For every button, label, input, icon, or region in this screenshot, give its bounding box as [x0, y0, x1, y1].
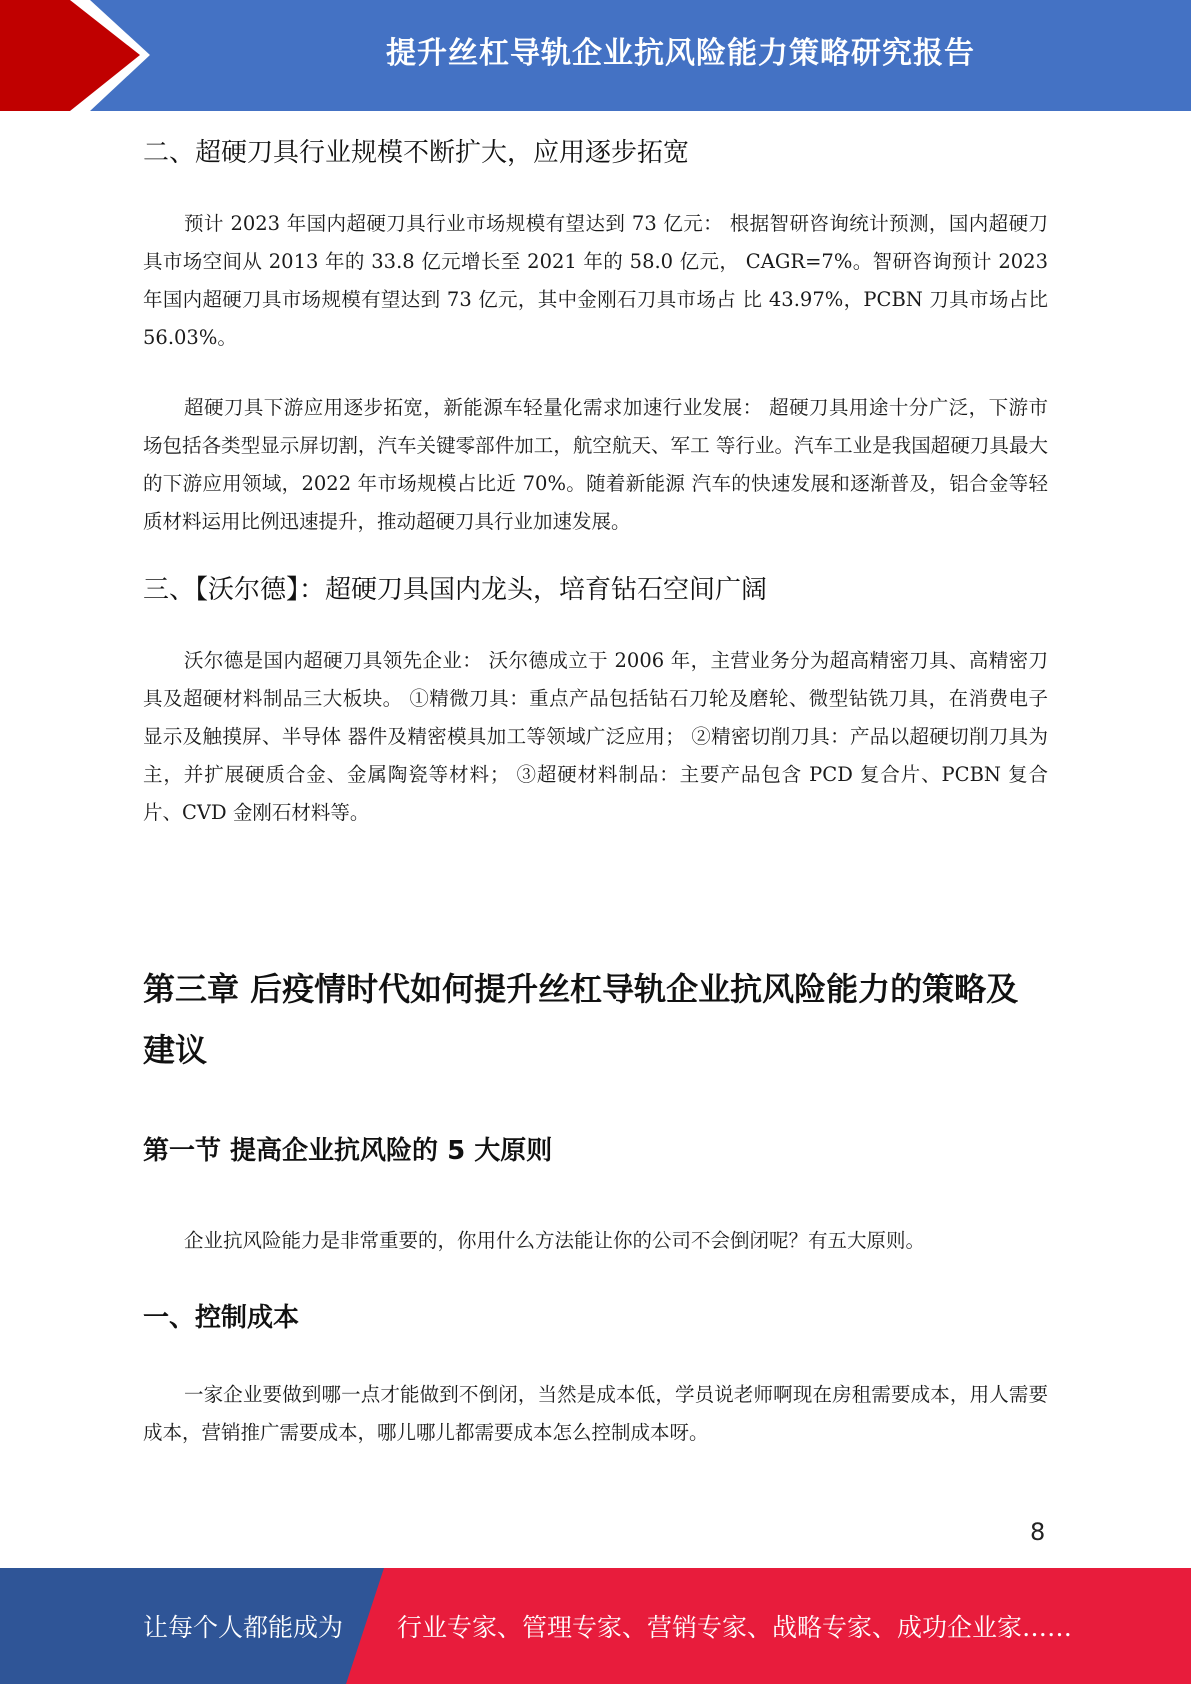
header-title: 提升丝杠导轨企业抗风险能力策略研究报告: [386, 36, 975, 71]
section-heading-industry-scale: 二、超硬刀具行业规模不断扩大，应用逐步拓宽: [143, 138, 690, 168]
paragraph-downstream-applications: 超硬刀具下游应用逐步拓宽，新能源车轻量化需求加速行业发展： 超硬刀具用途十分广泛，下游市场包括各类型显示屏切割，汽车关键零部件加工，航空航天、军工 等行业。汽车工业是我国超硬刀具最大的下游应用领域，2022 年市场规模占比近 70%。随着新能源 汽车的快速发展和逐渐普及，铝合金等轻质材料运用比例迅速提升，推动超硬刀具行业加速发展。: [143, 396, 1048, 533]
paragraph-market-forecast: 预计 2023 年国内超硬刀具行业市场规模有望达到 73 亿元： 根据智研咨询统计预测，国内超硬刀具市场空间从 2013 年的 33.8 亿元增长至 2021 年的 58.0 亿元， CAGR=7%。智研咨询预计 2023 年国内超硬刀具市场规模有望达到 73 亿元，其中金刚石刀具市场占 比 43.97%，PCBN 刀具市场占比 56.03%。: [143, 212, 1048, 349]
paragraph-control-costs: 一家企业要做到哪一点才能做到不倒闭，当然是成本低，学员说老师啊现在房租需要成本，用人需要成本，营销推广需要成本，哪儿哪儿都需要成本怎么控制成本呀。: [143, 1383, 1048, 1444]
chapter-heading: 第三章 后疫情时代如何提升丝杠导轨企业抗风险能力的策略及建议: [143, 970, 1019, 1069]
footer-slogan-left: 让每个人都能成为: [143, 1613, 344, 1642]
page-number: 8: [1030, 1518, 1046, 1546]
section-heading-five-principles: 第一节 提高企业抗风险的 5 大原则: [143, 1136, 553, 1166]
paragraph-wald-overview: 沃尔德是国内超硬刀具领先企业： 沃尔德成立于 2006 年，主营业务分为超高精密刀具、高精密刀具及超硬材料制品三大板块。 ①精微刀具：重点产品包括钻石刀轮及磨轮、微型钻铣刀具，在消费电子 显示及触摸屏、半导体 器件及精密模具加工等领域广泛应用； ②精密切削刀具：产品以超硬切削刀具为主，并扩展硬质合金、金属陶瓷等材料； ③超硬材料制品：主要产品包含 PCD 复合片、PCBN 复合片、CVD 金刚石材料等。: [143, 649, 1048, 824]
page-footer: [0, 1568, 1191, 1684]
paragraph-five-principles-intro: 企业抗风险能力是非常重要的，你用什么方法能让你的公司不会倒闭呢？有五大原则。: [184, 1229, 926, 1252]
footer-slogan-right: 行业专家、管理专家、营销专家、战略专家、成功企业家……: [397, 1613, 1073, 1642]
principle-heading-control-costs: 一、控制成本: [143, 1303, 300, 1333]
section-heading-wald: 三、【沃尔德】：超硬刀具国内龙头，培育钻石空间广阔: [143, 575, 768, 605]
page-header: [0, 0, 1191, 111]
